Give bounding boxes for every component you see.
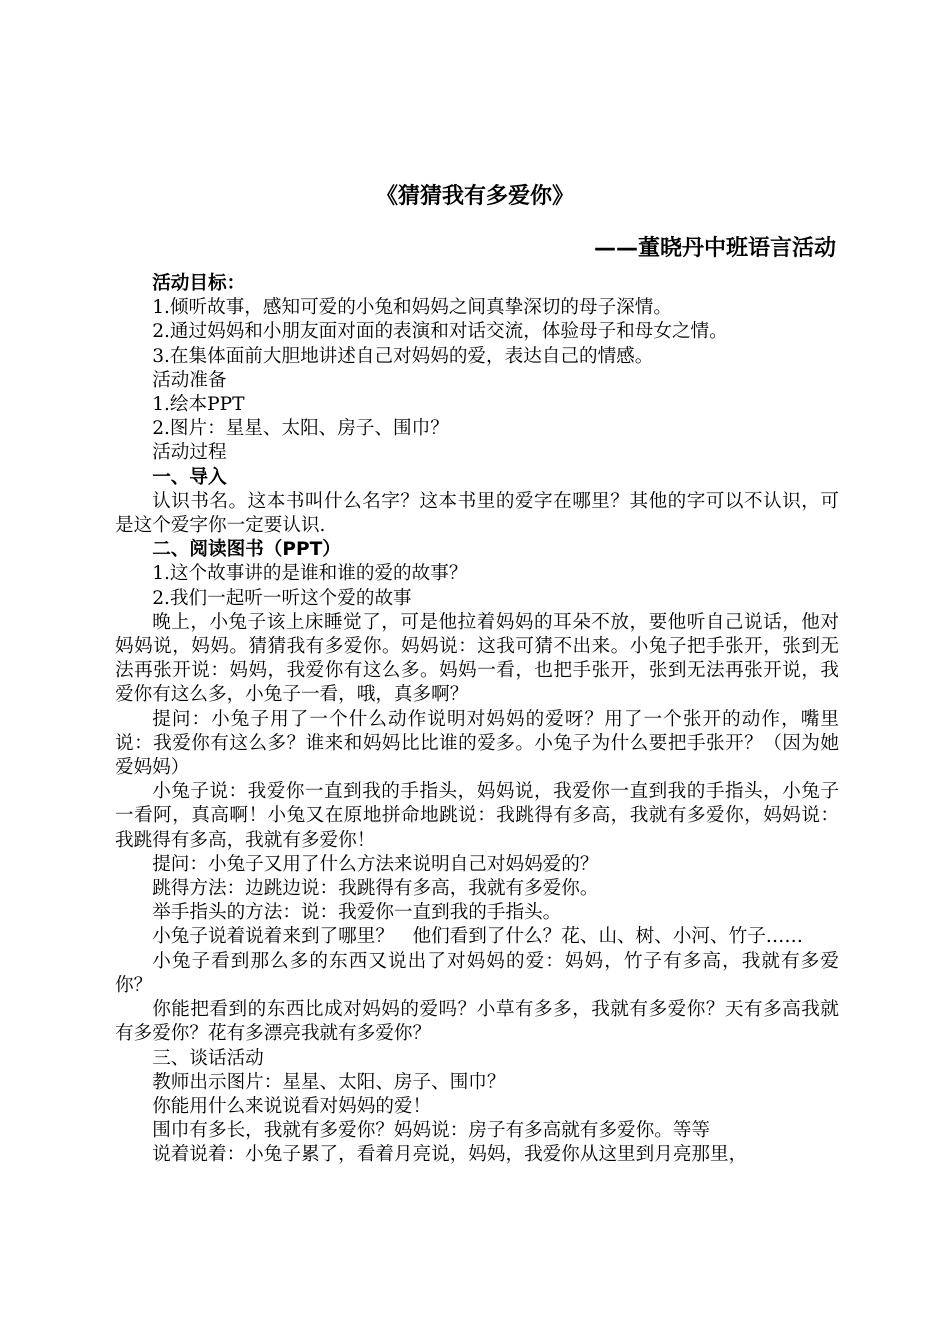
paragraph: 教师出示图片：星星、太阳、房子、围巾？ — [152, 1071, 506, 1093]
section-heading-goals: 活动目标： — [152, 273, 246, 294]
paragraph: 你能用什么来说说看对妈妈的爱！ — [152, 1095, 432, 1117]
document-subtitle: ——董晓丹中班语言活动 — [593, 236, 836, 261]
section-heading-preparation: 活动准备 — [152, 369, 227, 391]
paragraph: 1.倾听故事，感知可爱的小兔和妈妈之间真挚深切的母子深情。 — [152, 297, 672, 319]
section-heading-discussion: 三、谈话活动 — [152, 1047, 264, 1069]
paragraph: 1.绘本PPT — [152, 394, 245, 416]
paragraph: 提问：小兔子又用了什么方法来说明自己对妈妈爱的？ — [152, 853, 599, 875]
paragraph: 2.我们一起听一听这个爱的故事 — [152, 587, 412, 609]
paragraph: 小兔子说着说着来到了哪里？ 他们看到了什么？花、山、树、小河、竹子…… — [152, 926, 803, 948]
paragraph: 提问：小兔子用了一个什么动作说明对妈妈的爱呀？用了一个张开的动作，嘴里说：我爱你有这么多？谁来和妈妈比比谁的爱多。小兔子为什么要把手张开？（因为她爱妈妈） — [115, 708, 839, 779]
document-body — [115, 272, 839, 1168]
document-title: 《猜猜我有多爱你》 — [375, 184, 574, 209]
paragraph: 小兔子看到那么多的东西又说出了对妈妈的爱：妈妈，竹子有多高，我就有多爱你？ — [115, 950, 839, 996]
section-heading-reading: 二、阅读图书（PPT） — [152, 539, 341, 561]
paragraph: 晚上，小兔子该上床睡觉了，可是他拉着妈妈的耳朵不放，要他听自己说话，他对妈妈说，妈妈。猜猜我有多爱你。妈妈说：这我可猜不出来。小兔子把手张开，张到无法再张开说：妈妈，我爱你有这么多。妈妈一看，也把手张开，张到无法再张开说，我爱你有这么多，小兔子一看，哦，真多啊？ — [115, 611, 839, 706]
paragraph: 3.在集体面前大胆地讲述自己对妈妈的爱，表达自己的情感。 — [152, 345, 654, 367]
paragraph: 跳得方法：边跳边说：我跳得有多高，我就有多爱你。 — [152, 878, 599, 900]
section-heading-process: 活动过程 — [152, 442, 227, 464]
paragraph: 说着说着：小兔子累了，看着月亮说，妈妈，我爱你从这里到月亮那里， — [152, 1144, 748, 1166]
paragraph: 2.图片：星星、太阳、房子、围巾？ — [152, 418, 449, 440]
paragraph: 1.这个故事讲的是谁和谁的爱的故事？ — [152, 563, 468, 585]
section-heading-intro: 一、导入 — [152, 466, 227, 488]
paragraph: 围巾有多长，我就有多爱你？妈妈说：房子有多高就有多爱你。等等 — [152, 1120, 711, 1142]
paragraph: 2.通过妈妈和小朋友面对面的表演和对话交流，体验母子和母女之情。 — [152, 321, 728, 343]
paragraph: 小兔子说：我爱你一直到我的手指头，妈妈说，我爱你一直到我的手指头，小兔子一看阿，真高啊！小兔又在原地拼命地跳说：我跳得有多高，我就有多爱你，妈妈说：我跳得有多高，我就有多爱你！ — [115, 781, 839, 851]
paragraph: 举手指头的方法：说：我爱你一直到我的手指头。 — [152, 902, 562, 924]
paragraph: 你能把看到的东西比成对妈妈的爱吗？小草有多多，我就有多爱你？天有多高我就有多爱你？花有多漂亮我就有多爱你？ — [115, 999, 839, 1045]
paragraph: 认识书名。这本书叫什么名字？这本书里的爱字在哪里？其他的字可以不认识，可是这个爱字你一定要认识. — [115, 490, 839, 537]
